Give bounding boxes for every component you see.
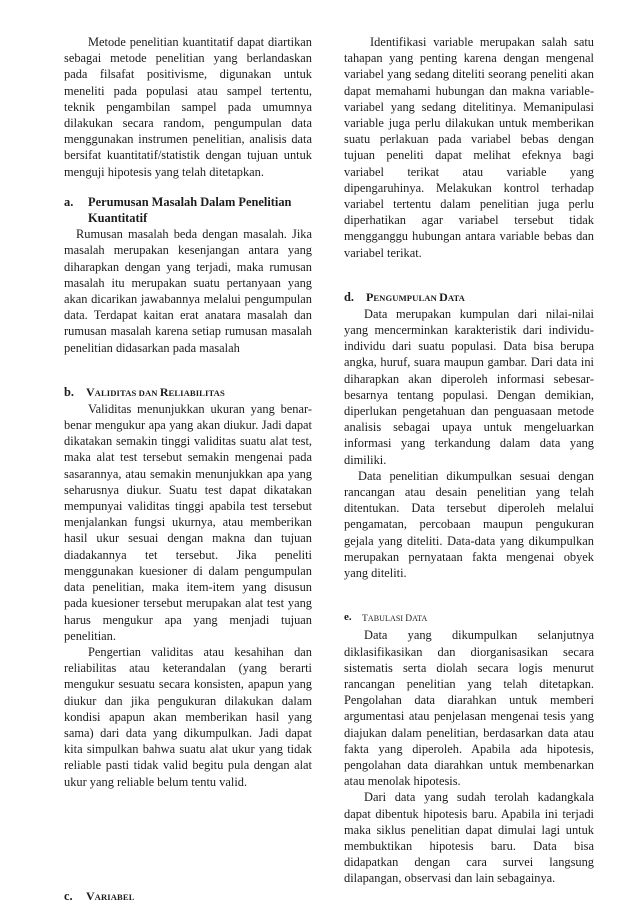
section-b-paragraph-2: Pengertian validitas atau kesahihan dan reliabilitas atau keterandalan (yang berarti mengukur sesuatu secara konsisten, apapun yang diukur dan jika pengukuran dilakukan dalam kondisi apapun akan memberikan hasil yang sama) dari data yang dikumpulkan. Jadi dapat kita simpulkan bahwa suatu alat ukur yang tidak reliable pasti tidak valid begitu pula dengan alat ukur yang reliable belum tentu valid. — [64, 644, 312, 789]
right-column — [344, 34, 594, 887]
section-d-heading — [344, 289, 594, 306]
section-d-letter: d. — [344, 289, 354, 304]
section-e-paragraph-2: Dari data yang sudah terolah kadangkala dapat dibentuk hipotesis baru. Apabila ini terjadi maka siklus penelitian dapat dimulai lagi untuk membuktikan hipotesis baru. Data bisa didapatkan dengan cara survei langsung dilapangan, observasi dan lain sebagainya. — [344, 790, 594, 886]
section-d-title: PENGUMPULAN DATA — [366, 289, 465, 304]
section-b-heading — [64, 384, 312, 401]
left-column — [64, 34, 312, 905]
section-b-title: VALIDITAS DAN RELIABILITAS — [86, 384, 225, 399]
section-c-title: VARIABEL — [86, 888, 135, 903]
section-e-letter: e. — [344, 611, 352, 624]
section-a-paragraph: Rumusan masalah beda dengan masalah. Jika masalah merupakan kesenjangan antara yang diharapkan dengan yang terjadi, maka rumusan masalah itu merupakan suatu pertanyaan yang akan dicarikan jawabannya melalui pengumpulan data. Terdapat kaitan erat anatara masalah dan rumusan masalah karena setiap rumusan masalah penelitian didasarkan pada masalah — [64, 227, 312, 355]
section-a-title: Perumusan Masalah Dalam Penelitian Kuantitatif — [88, 194, 292, 226]
intro-paragraph: Metode penelitian kuantitatif dapat diartikan sebagai metode penelitian yang berlandaskan pada filsafat positivisme, digunakan untuk meneliti pada populasi atau sampel tertentu, teknik pengambilan sampel pada umumnya dilakukan secara random, pengumpulan data menggunakan instrumen penelitian, analisis data bersifat kuantitatif/statistik dengan tujuan untuk menguji hipotesis yang telah ditetapkan. — [64, 35, 312, 179]
section-d-paragraph-2: Data penelitian dikumpulkan sesuai dengan rancangan atau desain penelitian yang telah ditentukan. Data tersebut diperoleh melalui pengamatan, percobaan maupun pengukuran gejala yang diteliti. Data-data yang dikumpulkan merupakan pernyataan fakta mengenai obyek yang diteliti. — [344, 468, 594, 581]
section-c-letter: c. — [64, 888, 73, 903]
section-e-heading — [344, 609, 594, 627]
section-e-title: TABULASI DATA — [362, 614, 428, 625]
section-e-paragraph-1: Data yang dikumpulkan selanjutnya diklasifikasikan dan diorganisasikan secara sistematis serta diolah secara logis menurut rancangan penelitian yang telah ditetapkan. Pengolahan data diarahkan untuk memberi argumentasi atau penjelasan mengenai tesis yang diajukan dalam penelitian, berdasarkan data atau fakta yang diperoleh. Apabila ada hipotesis, pengolahan data diarahkan untuk membenarkan atau menolak hipotesis. — [344, 628, 594, 789]
section-a-heading — [64, 194, 312, 226]
section-a-letter: a. — [64, 194, 74, 209]
identification-paragraph: Identifikasi variable merupakan salah satu tahapan yang penting karena dengan mengenal variabel yang sedang diteliti seorang peneliti akan dapat memahami hubungan dan makna variable-variabel yang sedang ditelitinya. Memanipulasi variable juga perlu dilakukan untuk memberikan suatu perlakuan pada variabel bebas dengan tujuan peneliti dapat melihat efeknya bagi variabel terikat atau variable yang dipengaruhinya. Melakukan kontrol terhadap variabel tertentu dalam penelitian juga perlu diperhatikan agar variabel tersebut tidak mengganggu hubungan antara variable bebas dan variabel terikat. — [344, 35, 594, 260]
section-d-paragraph-1: Data merupakan kumpulan dari nilai-nilai yang mencerminkan karakteristik dari individu-individu dari suatu populasi. Data bisa berupa angka, huruf, suara maupun gambar. Dari data ini diharapkan akan diperoleh informasi sebesar-besarnya tentang populasi. Dengan demikian, diperlukan pengetahuan dan penguasaan metode analisis sebagai upaya untuk mengeluarkan informasi yang terkandung dalam data yang dimiliki. — [344, 306, 594, 467]
section-b-paragraph-1: Validitas menunjukkan ukuran yang benar-benar mengukur apa yang akan diukur. Jadi dapat dikatakan semakin tinggi validitas suatu alat test, maka alat test tersebut semakin mengenai pada sasarannya, atau semakin menunjukkan apa yang seharusnya diukur. Suatu test dapat dikatakan mempunyai validitas tinggi apabila test tersebut menjalankan fungsi ukurnya, atau memberikan hasil ukur sesuai dengan makna dan tujuan diadakannya tet tersebut. Jika peneliti menggunakan kuesioner di dalam pengumpulan data penelitian, maka item-item yang disusun pada kuesioner tersebut merupakan alat test yang harus mengukur apa yang menjadi tujuan penelitian. — [64, 401, 312, 643]
section-c-heading — [64, 888, 312, 905]
section-b-letter: b. — [64, 384, 74, 399]
